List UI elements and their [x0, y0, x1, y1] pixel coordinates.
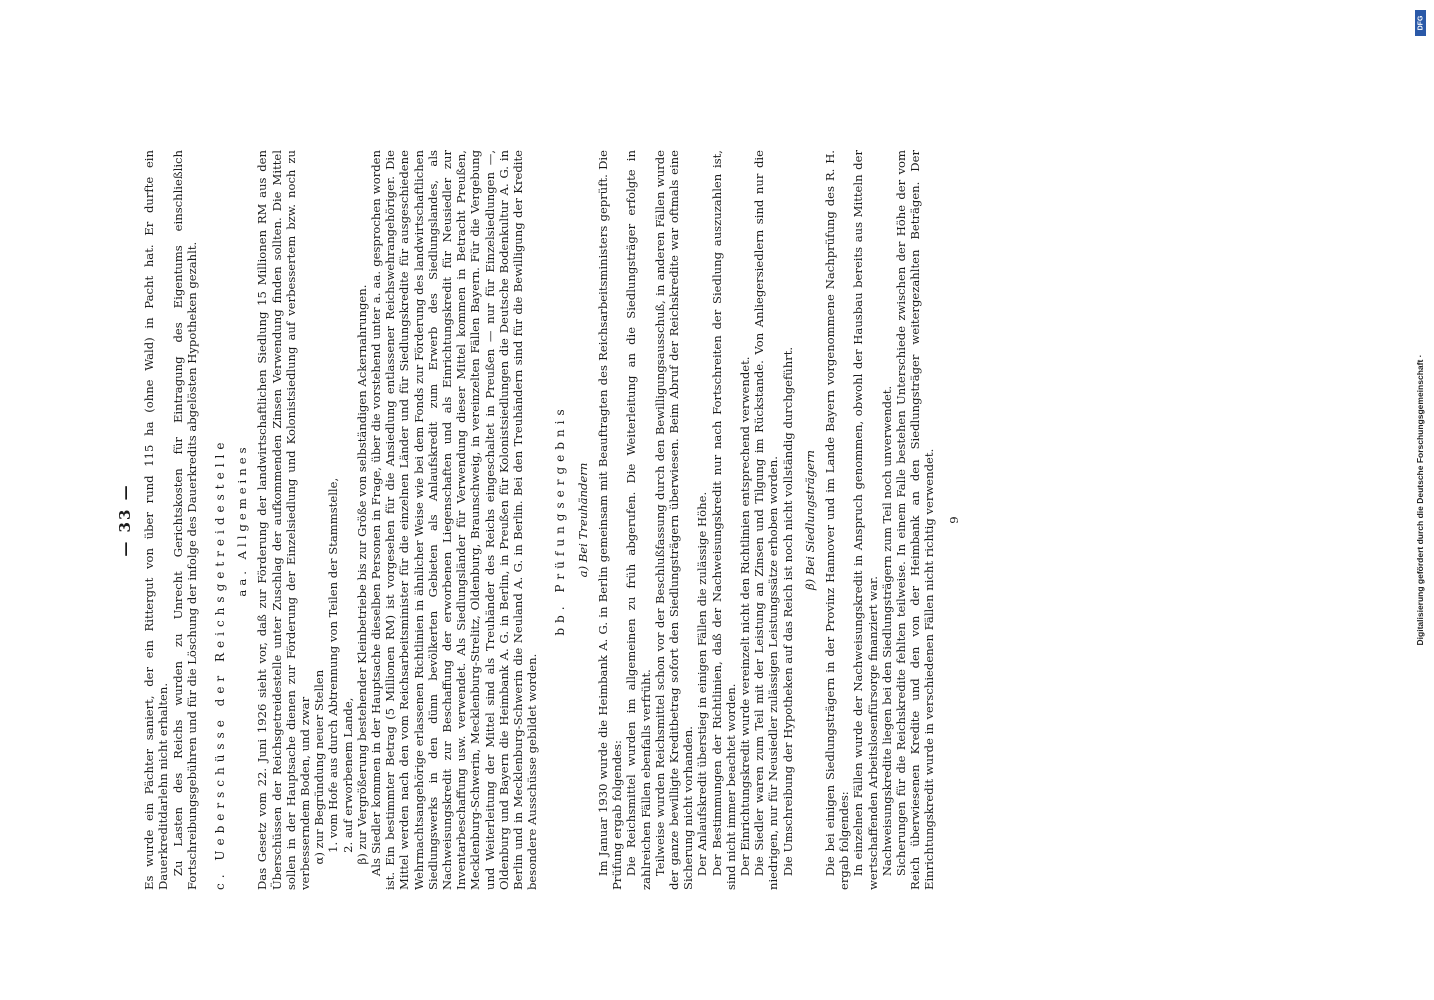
- page-body: [118, 150, 972, 890]
- subsection-heading: aa. Allgemeines: [235, 443, 250, 597]
- paragraph: Das Gesetz vom 22. Juni 1926 sieht vor, daß zur Förderung der landwirtschaftlichen Siedlung 15 Millionen RM aus den Überschüssen der Reichsgetreidestelle unter Zuschlag der aufkommenden Zinsen Verwendung finden sollten. Die Mittel sollen in der Hauptsache dienen zur Förderung der Einzelsiedlung und Kolonistsiedlung auf verbessertem bzw. noch zu verbesserndem Boden, und zwar: [255, 150, 313, 890]
- rotated-page: [118, 150, 972, 890]
- sub-list-item: 1. vom Hofe aus durch Abtrennung von Teilen der Stammstelle,: [326, 477, 341, 853]
- paragraph: In einzelnen Fällen wurde der Nachweisungskredit in Anspruch genommen, obwohl der Hausbau bereits aus Mitteln der wertschaffenden Arbeitslosenfürsorge finanziert war.: [851, 150, 880, 890]
- paragraph: Zu Lasten des Reichs wurden zu Unrecht Gerichtskosten für Eintragung des Eigentums einschließlich Fortschreibungsgebühren und für die Löschung der infolge des Dauerkredits abgelösten Hypotheken gezahlt.: [170, 150, 199, 890]
- paragraph: Der Einrichtungskredit wurde vereinzelt nicht den Richtlinien entsprechend verwendet.: [737, 356, 752, 877]
- minor-heading: a) Bei Treuhändern: [575, 462, 590, 578]
- paragraph: Die bei einigen Siedlungsträgern in der Provinz Hannover und im Lande Bayern vorgenommene Nachprüfung des R. H. ergab folgendes:: [822, 150, 852, 890]
- text-blocks: [142, 150, 961, 890]
- dfg-logo: [1415, 10, 1426, 36]
- paragraph: Es wurde ein Pächter saniert, der ein Rittergut von über rund 115 ha (ohne Wald) in Pacht hat. Er durfte ein Dauerkreditdarlehn nicht erhalten.: [142, 150, 171, 890]
- minor-heading: β) Bei Siedlungsträgern: [802, 449, 817, 591]
- dfg-logo-text: DFG: [1417, 15, 1424, 31]
- list-item: β) zur Vergrößerung bestehender Kleinbetriebe bis zur Größe von selbständigen Ackernahrungen.: [354, 284, 369, 865]
- list-item: α) zur Begründung neuer Stellen: [312, 669, 327, 865]
- paragraph: Sicherungen für die Reichskredite fehlten teilweise. In einem Falle bestehen Unterschiede zwischen der Höhe der vom Reich überwiesenen Kredite und den von der Heimbank an den Siedlungsträger weitergezahlten Beträgen. Der Einrichtungskredit wurde in verschiedenen Fällen nicht richtig verwendet.: [893, 150, 937, 890]
- paragraph: Die Umschreibung der Hypotheken auf das Reich ist noch nicht vollständig durchgeführt.: [780, 346, 795, 877]
- credit-text: Digitalisierung gefördert durch die Deutsche Forschungsgemeinschaft ·: [1415, 354, 1425, 646]
- paragraph: Teilweise wurden Reichsmittel schon vor der Beschlußfassung durch den Bewilligungsausschuß, in anderen Fällen wurde der ganze bewilligte Kreditbetrag sofort den Siedlungsträgern überwiesen. Beim Abruf der Reichskredite war oftmals eine Sicherung nicht vorhanden.: [652, 150, 696, 890]
- paragraph: Die Siedler waren zum Teil mit der Leistung an Zinsen und Tilgung im Rückstande. Von Anliegersiedlern sind nur die niedrigen, nur für Neusiedler zulässigen Leistungssätze erhoben worden.: [752, 150, 781, 890]
- paragraph: Im Januar 1930 wurde die Heimbank A. G. in Berlin gemeinsam mit Beauftragten des Reichsarbeitsministers geprüft. Die Prüfung ergab folgendes:: [595, 150, 625, 890]
- footer-number: 9: [946, 516, 961, 524]
- digitization-credit: [1410, 0, 1430, 1000]
- paragraph: Die Reichsmittel wurden im allgemeinen zu früh abgerufen. Die Weiterleitung an die Siedlungsträger erfolgte in zahlreichen Fällen ebenfalls verfrüht.: [624, 150, 653, 890]
- sub-list-item: 2. auf erworbenem Lande,: [340, 697, 355, 853]
- paragraph: Der Anlaufskredit überstieg in einigen Fällen die zulässige Höhe.: [695, 491, 710, 877]
- paragraph: Als Siedler kommen in der Hauptsache dieselben Personen in Frage, über die vorstehend unter a. aa. gesprochen worden ist. Ein bestimmter Betrag (5 Millionen RM) ist vorgesehen für die Ansiedlung entlassener Reichswehrangehöriger. Die Mittel werden nach den vom Reichsarbeitsminister für die einzelnen Länder und für Siedlungskredite für ausgeschiedene Wehrmachtsangehörige erlassenen Richtlinien in ähnlicher Weise wie bei dem Fonds zur Förderung des landwirtschaftlichen Siedlungswerks in den dünn bevölkerten Gebieten als Anlaufskredit zum Erwerb des Siedlungslandes, als Nachweisungskredit zur Beschaffung der erworbenen Liegenschaften und als Einrichtungskredit für Neusiedler zur Inventarbeschaffung usw. verwendet. Als Siedlungsländer für Verwendung dieser Mittel kommen in Betracht Preußen, Mecklenburg-Schwerin, Mecklenburg-Strelitz, Oldenburg, Braunschweig, in vereinzelten Fällen Bayern. Für die Vergebung und Weiterleitung der Mittel sind als Treuhänder des Reichs eingeschaltet in Preußen — nur für Einzelsiedlungen —, Oldenburg und Bayern die Heimbank A. G. in Berlin, in Preußen für Kolonistsiedlungen die Deutsche Bodenkultur A. G. in Berlin und in Mecklenburg-Schwerin die Neuland A. G. in Berlin. Bei den Treuhändern sind für die Bewilligung der Kredite besondere Ausschüsse gebildet worden.: [369, 150, 540, 890]
- paragraph: Nachweisungskredite liegen bei den Siedlungsträgern zum Teil noch unverwendet.: [879, 385, 894, 877]
- page-number: — 33 —: [116, 483, 134, 557]
- section-heading: c. Ueberschüsse der Reichsgetreidestelle: [213, 437, 228, 890]
- paragraph: Der Bestimmungen der Richtlinien, daß der Nachweisungskredit nur nach Fortschreiten der Siedlung auszuzahlen ist, sind nicht immer beachtet worden.: [709, 150, 738, 890]
- section-heading: bb. Prüfungsergebnis: [553, 404, 568, 636]
